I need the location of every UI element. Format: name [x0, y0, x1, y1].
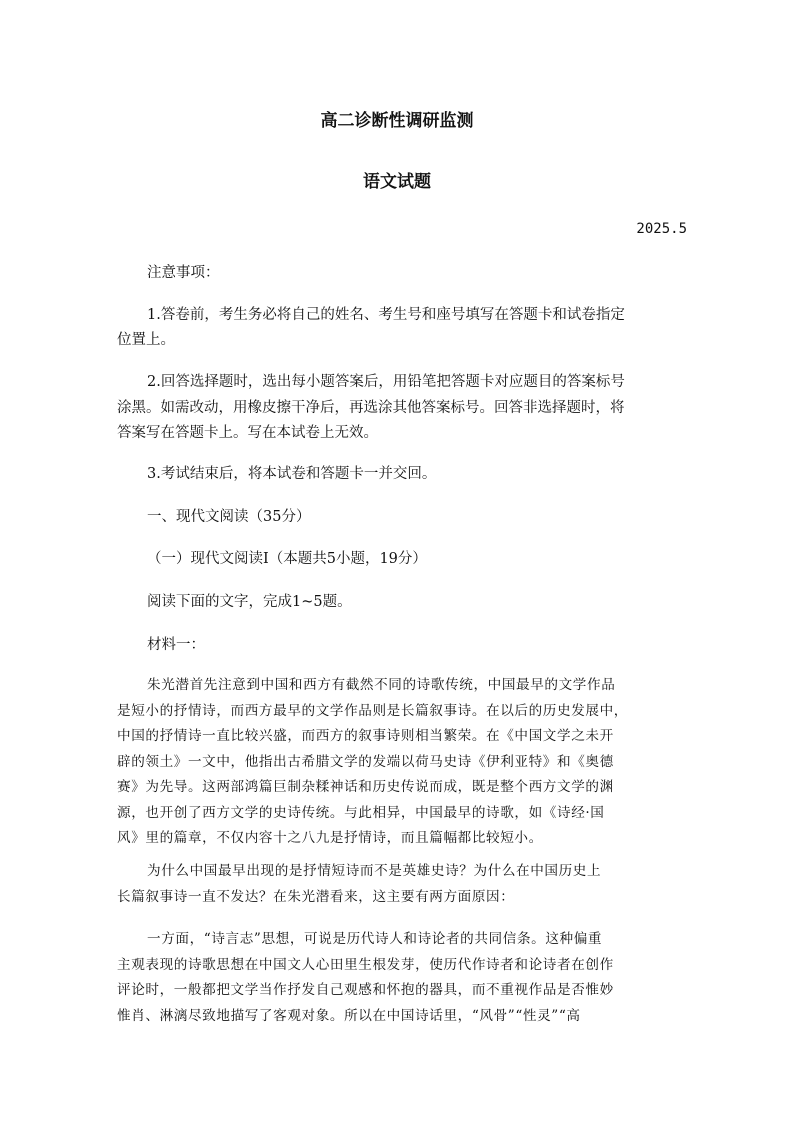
material-p1-line: 是短小的抒情诗，而西方最早的文学作品则是长篇叙事诗。在以后的历史发展中， [117, 702, 628, 719]
exam-subtitle: 语文试题 [363, 172, 431, 192]
material-paragraph-3 [117, 927, 677, 1029]
notice-item-1-line-2: 位置上。 [117, 332, 175, 348]
notice-item-2-line-3: 答案写在答题卡上。写在本试卷上无效。 [117, 425, 378, 441]
material-p3-line: 评论时，一般都把文学当作抒发自己观感和怀抱的器具，而不重视作品是否惟妙 [117, 982, 614, 998]
material-p1-line: 源，也开创了西方文学的史诗传统。与此相异，中国最早的诗歌，如《诗经·国 [117, 804, 605, 821]
section-heading: 一、现代文阅读（35分） [147, 509, 311, 525]
notice-item-2-line-1: 2.回答选择题时，选出每小题答案后，用铅笔把答题卡对应题目的答案标号 [147, 374, 625, 390]
reading-instruction: 阅读下面的文字，完成1~5题。 [147, 594, 352, 610]
material-paragraph-2 [117, 859, 677, 910]
material-p3-line: 主观表现的诗歌思想在中国文人心田里生根发芽，使历代作诗者和论诗者在创作 [117, 956, 614, 973]
material-p3-line: 一方面，“诗言志”思想，可说是历代诗人和诗论者的共同信条。这种偏重 [147, 931, 603, 947]
notice-item-1-line-1: 1.答卷前，考生务必将自己的姓名、考生号和座号填写在答题卡和试卷指定 [147, 307, 625, 323]
material-p1-line: 风》里的篇章，不仅内容十之八九是抒情诗，而且篇幅都比较短小。 [117, 830, 543, 846]
material-p2-line: 为什么中国最早出现的是抒情短诗而不是英雄史诗？为什么在中国历史上 [147, 863, 602, 879]
exam-title: 高二诊断性调研监测 [320, 111, 474, 131]
material-p1-line: 赛》为先导。这两部鸿篇巨制杂糅神话和历史传说而成，既是整个西方文学的渊 [117, 779, 614, 795]
material-p1-line: 辟的领土》一文中，他指出古希腊文学的发端以荷马史诗《伊利亚特》和《奥德 [117, 753, 614, 770]
material-p3-line: 惟肖、淋漓尽致地描写了客观对象。所以在中国诗话里，“风骨”“性灵”“高 [117, 1007, 581, 1024]
section-subheading: （一）现代文阅读Ⅰ（本题共5小题，19分） [147, 551, 427, 567]
material-p2-line: 长篇叙事诗一直不发达？在朱光潜看来，这主要有两方面原因： [117, 888, 515, 905]
material-p1-line: 中国的抒情诗一直比较兴盛，而西方的叙事诗则相当繁荣。在《中国文学之未开 [117, 728, 614, 744]
exam-date: 2025.5 [636, 221, 687, 237]
notice-heading: 注意事项： [147, 265, 220, 281]
notice-item-3: 3.考试结束后，将本试卷和答题卡一并交回。 [147, 466, 437, 482]
notice-item-2-line-2: 涂黑。如需改动，用橡皮擦干净后，再选涂其他答案标号。回答非选择题时，将 [117, 400, 625, 416]
material-p1-line: 朱光潜首先注意到中国和西方有截然不同的诗歌传统，中国最早的文学作品 [147, 677, 616, 693]
material-label: 材料一： [147, 637, 205, 653]
material-paragraph-1 [117, 673, 677, 852]
